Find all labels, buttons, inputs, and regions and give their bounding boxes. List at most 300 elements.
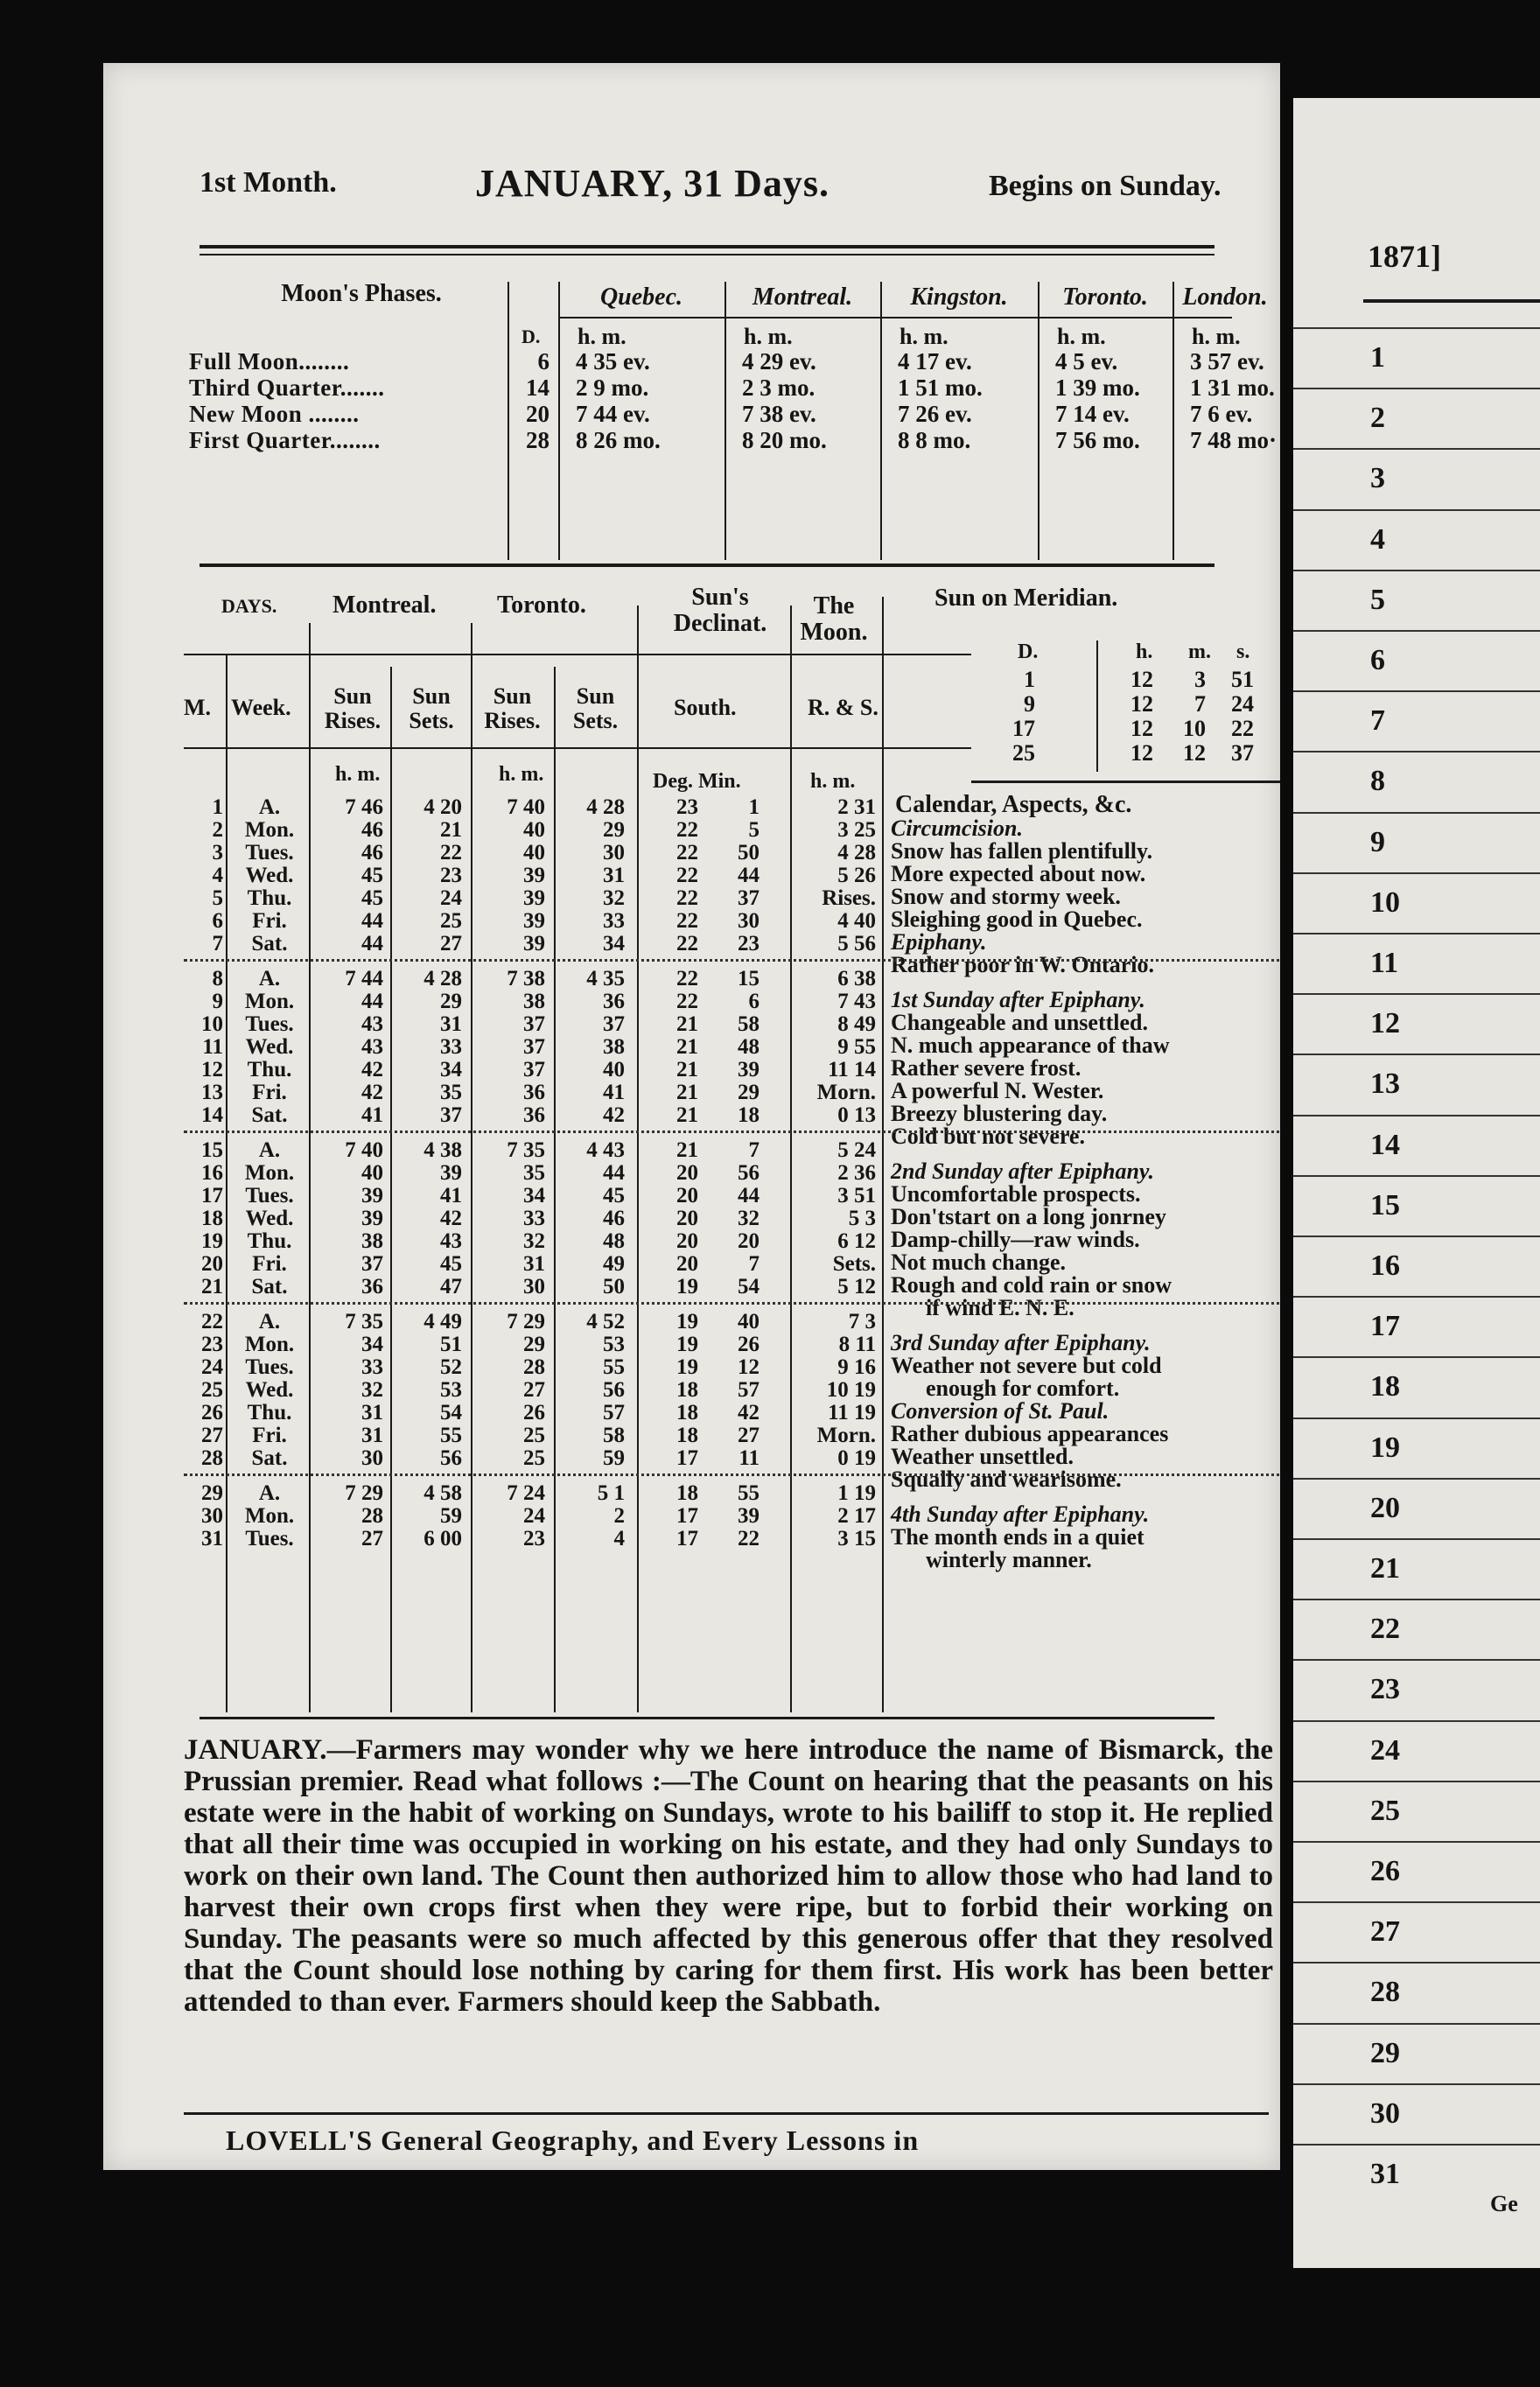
day-cell-ts: 29 [603, 818, 625, 842]
calendar-note: Snow and stormy week. [891, 884, 1121, 909]
facing-row [1293, 1962, 1540, 2025]
moon-rule [558, 317, 1232, 318]
weekday: Wed. [245, 864, 294, 887]
phase-time: 4 5 ev. [1055, 348, 1118, 374]
day-cell-tr: 24 [523, 1504, 545, 1528]
facing-row-number: 5 [1370, 583, 1385, 616]
facing-row [1293, 327, 1540, 390]
day-cell-deg: 22 [676, 886, 698, 910]
day-cell-moon: Morn. [816, 1424, 876, 1447]
meridian-cell: 3 [1194, 667, 1206, 692]
day-cell-tr: 7 38 [507, 967, 545, 990]
facing-row [1293, 1175, 1540, 1238]
day-cell-ts: 56 [603, 1378, 625, 1402]
day-cell-min: 44 [738, 864, 760, 887]
meridian-cell: 51 [1231, 667, 1254, 692]
hm-label: h. m. [1057, 324, 1106, 349]
day-cell-ms: 24 [440, 886, 462, 910]
day-cell-ts: 4 52 [586, 1310, 625, 1334]
day-number: 14 [201, 1103, 223, 1127]
day-cell-mr: 32 [361, 1378, 383, 1402]
day-cell-ms: 47 [440, 1275, 462, 1298]
day-cell-deg: 22 [676, 967, 698, 990]
day-cell-min: 7 [748, 1138, 760, 1162]
day-cell-mr: 39 [361, 1207, 383, 1230]
day-cell-deg: 20 [676, 1252, 698, 1276]
story-text: —Farmers may wonder why we here introduce the name of Bismarck, the Prussian premier. Read what follows :—The Count on hearing that the peasants on his estate were in the habit of working on Sundays, wrote to his bailiff to stop it. He replied that all their time was occupied in working on his estate, and they had only Sundays to work on their own land. The Count then authorized him to allow those who had land to harvest their own crops first when they were ripe, but to forbid their working on Sunday. The peasants were so much affected by this generous offer that they resolved that the Count should lose nothing by caring for them first. His work has been better attended to than ever. Farmers should keep the Sabbath. [184, 1734, 1273, 2018]
day-number: 3 [212, 841, 223, 864]
day-cell-moon: 3 51 [837, 1184, 876, 1208]
day-cell-tr: 29 [523, 1333, 545, 1356]
phase-time: 2 3 mo. [742, 374, 816, 401]
day-cell-ms: 37 [440, 1103, 462, 1127]
header-rule [200, 245, 1214, 248]
day-cell-mr: 37 [361, 1252, 383, 1276]
day-cell-ms: 51 [440, 1333, 462, 1356]
meridian-cell: 12 [1183, 740, 1206, 766]
day-cell-ms: 31 [440, 1012, 462, 1036]
calendar-note: winterly manner. [926, 1547, 1092, 1572]
weekday: Wed. [245, 1207, 294, 1230]
facing-row-number: 31 [1370, 2158, 1400, 2190]
weekday: Sat. [251, 1446, 288, 1470]
facing-row-number: 23 [1370, 1673, 1400, 1706]
day-cell-tr: 40 [523, 841, 545, 864]
day-cell-ts: 2 [613, 1504, 625, 1528]
day-cell-tr: 7 24 [507, 1481, 545, 1505]
day-cell-moon: 5 26 [837, 864, 876, 887]
day-cell-ms: 41 [440, 1184, 462, 1208]
phase-time: 4 17 ev. [898, 348, 972, 374]
day-cell-mr: 42 [361, 1081, 383, 1104]
facing-row [1293, 509, 1540, 572]
calendar-note: if wind E. N. E. [926, 1295, 1074, 1320]
day-cell-min: 39 [738, 1058, 760, 1082]
calendar-note: Squally and wearisome. [891, 1466, 1122, 1492]
day-number: 27 [201, 1424, 223, 1447]
day-cell-moon: 5 12 [837, 1275, 876, 1298]
facing-row-number: 21 [1370, 1552, 1400, 1585]
day-cell-min: 39 [738, 1504, 760, 1528]
day-cell-deg: 21 [676, 1012, 698, 1036]
facing-row [1293, 1841, 1540, 1904]
calendar-note: Rather dubious appearances [891, 1421, 1169, 1446]
day-cell-moon: 7 43 [837, 990, 876, 1013]
day-cell-min: 26 [738, 1333, 760, 1356]
story-paragraph [184, 1734, 1273, 2018]
day-cell-ts: 32 [603, 886, 625, 910]
city-header: Toronto. [1062, 284, 1148, 311]
day-cell-moon: 9 16 [837, 1355, 876, 1379]
calendar-note: The month ends in a quiet [891, 1524, 1144, 1550]
facing-row-number: 12 [1370, 1007, 1400, 1040]
day-cell-min: 6 [748, 990, 760, 1013]
day-cell-mr: 44 [361, 990, 383, 1013]
calendar-note: 1st Sunday after Epiphany. [891, 987, 1145, 1012]
meridian-cell: 24 [1231, 691, 1254, 717]
facing-row-number: 13 [1370, 1068, 1400, 1101]
day-cell-deg: 19 [676, 1275, 698, 1298]
day-cell-mr: 7 46 [345, 795, 383, 819]
day-cell-ms: 23 [440, 864, 462, 887]
week-separator [184, 1474, 1280, 1476]
day-cell-ts: 58 [603, 1424, 625, 1447]
day-cell-min: 44 [738, 1184, 760, 1208]
facing-year: 1871] [1368, 239, 1441, 274]
day-cell-deg: 21 [676, 1103, 698, 1127]
calendar-header: Calendar, Aspects, &c. [895, 791, 1132, 818]
day-cell-moon: 9 55 [837, 1035, 876, 1059]
day-cell-moon: 2 36 [837, 1161, 876, 1185]
facing-row [1293, 1538, 1540, 1601]
day-cell-mr: 7 44 [345, 967, 383, 990]
phase-time: 8 20 mo. [742, 427, 827, 453]
day-cell-deg: 20 [676, 1161, 698, 1185]
day-cell-moon: 2 31 [837, 795, 876, 819]
day-cell-tr: 7 40 [507, 795, 545, 819]
day-cell-ms: 54 [440, 1401, 462, 1424]
montreal-header: Montreal. [332, 592, 437, 619]
day-cell-ts: 37 [603, 1012, 625, 1036]
day-cell-min: 56 [738, 1161, 760, 1185]
day-cell-ms: 33 [440, 1035, 462, 1059]
sun-sets-header-toronto: Sun Sets. [572, 683, 619, 733]
calendar-note: Epiphany. [891, 929, 987, 955]
day-cell-moon: 2 17 [837, 1504, 876, 1528]
weekday: Fri. [252, 909, 287, 933]
facing-row [1293, 1720, 1540, 1783]
day-number: 7 [212, 932, 223, 956]
day-cell-ms: 53 [440, 1378, 462, 1402]
day-cell-mr: 7 35 [345, 1310, 383, 1334]
day-cell-tr: 28 [523, 1355, 545, 1379]
day-cell-mr: 44 [361, 932, 383, 956]
day-cell-moon: 8 49 [837, 1012, 876, 1036]
moon-divider [508, 282, 509, 560]
facing-row-number: 29 [1370, 2036, 1400, 2069]
day-number: 6 [212, 909, 223, 933]
calendar-note: Conversion of St. Paul. [891, 1398, 1110, 1424]
meridian-cell: 7 [1194, 691, 1206, 717]
day-cell-tr: 23 [523, 1527, 545, 1550]
day-cell-deg: 19 [676, 1355, 698, 1379]
facing-row-number: 2 [1370, 402, 1385, 435]
hm-label: h. m. [1192, 324, 1241, 349]
day-number: 20 [201, 1252, 223, 1276]
facing-row-number: 11 [1370, 947, 1399, 979]
day-cell-tr: 39 [523, 932, 545, 956]
moon-divider [724, 282, 726, 560]
day-cell-tr: 38 [523, 990, 545, 1013]
day-cell-tr: 27 [523, 1378, 545, 1402]
day-cell-ms: 29 [440, 990, 462, 1013]
day-cell-deg: 21 [676, 1081, 698, 1104]
day-cell-tr: 36 [523, 1081, 545, 1104]
weekday: Mon. [244, 1504, 295, 1528]
day-cell-ts: 4 [613, 1527, 625, 1550]
days-header: DAYS. [221, 595, 277, 617]
day-number: 5 [212, 886, 223, 910]
day-cell-tr: 34 [523, 1184, 545, 1208]
moon-divider [880, 282, 882, 560]
day-cell-ts: 48 [603, 1229, 625, 1253]
calendar-note: Don'tstart on a long jonrney [891, 1204, 1166, 1229]
facing-row-number: 30 [1370, 2096, 1400, 2130]
meridian-bottom [971, 780, 1280, 783]
facing-bottom-text: Ge [1490, 2191, 1518, 2216]
facing-row [1293, 751, 1540, 814]
calendar-note: 4th Sunday after Epiphany. [891, 1502, 1150, 1527]
day-cell-min: 58 [738, 1012, 760, 1036]
calendar-note: Rough and cold rain or snow [891, 1272, 1172, 1298]
header-bottom [184, 747, 971, 749]
weekday: Thu. [247, 1229, 292, 1253]
weekday: A. [258, 967, 281, 990]
day-cell-ts: 49 [603, 1252, 625, 1276]
day-cell-min: 32 [738, 1207, 760, 1230]
meridian-col-label: m. [1188, 640, 1211, 663]
day-cell-tr: 40 [523, 818, 545, 842]
day-cell-moon: 5 3 [848, 1207, 876, 1230]
day-cell-min: 5 [748, 818, 760, 842]
day-cell-ms: 43 [440, 1229, 462, 1253]
facing-row [1293, 812, 1540, 875]
day-cell-mr: 31 [361, 1401, 383, 1424]
calendar-note: N. much appearance of thaw [891, 1032, 1170, 1058]
col-rule [390, 667, 392, 1712]
moon-divider [1172, 282, 1174, 560]
day-cell-ts: 4 28 [586, 795, 625, 819]
story-lead: JANUARY. [184, 1734, 327, 1766]
day-cell-deg: 20 [676, 1184, 698, 1208]
phase-time: 8 8 mo. [898, 427, 971, 453]
day-number: 18 [201, 1207, 223, 1230]
city-header: Quebec. [599, 284, 683, 311]
meridian-cell: 17 [1012, 716, 1035, 741]
facing-row [1293, 933, 1540, 996]
south-header: South. [674, 695, 737, 720]
facing-row [1293, 388, 1540, 451]
day-cell-tr: 37 [523, 1035, 545, 1059]
day-number: 10 [201, 1012, 223, 1036]
hm-label: h. m. [335, 763, 381, 786]
day-cell-tr: 25 [523, 1446, 545, 1470]
day-cell-ms: 4 20 [424, 795, 462, 819]
facing-row [1293, 570, 1540, 633]
day-cell-moon: 10 19 [826, 1378, 876, 1402]
day-cell-mr: 44 [361, 909, 383, 933]
day-cell-min: 37 [738, 886, 760, 910]
calendar-note: Breezy blustering day. [891, 1101, 1108, 1126]
meridian-col-label: h. [1136, 640, 1153, 663]
hm-label: h. m. [900, 324, 948, 349]
day-cell-ts: 30 [603, 841, 625, 864]
day-cell-deg: 18 [676, 1378, 698, 1402]
facing-row [1293, 1659, 1540, 1722]
facing-row-number: 9 [1370, 825, 1385, 858]
phase-name: New Moon ........ [189, 401, 360, 427]
col-rule [309, 623, 311, 1712]
day-cell-deg: 19 [676, 1310, 698, 1334]
day-cell-deg: 17 [676, 1504, 698, 1528]
meridian-cell: 37 [1231, 740, 1254, 766]
day-cell-min: 50 [738, 841, 760, 864]
week-separator [184, 1302, 1280, 1305]
day-cell-deg: 21 [676, 1138, 698, 1162]
weekday: Tues. [245, 841, 294, 864]
calendar-note: Sleighing good in Quebec. [891, 906, 1143, 932]
facing-row [1293, 690, 1540, 753]
calendar-note: A powerful N. Wester. [891, 1078, 1104, 1103]
day-cell-tr: 32 [523, 1229, 545, 1253]
facing-row [1293, 1599, 1540, 1662]
day-cell-min: 54 [738, 1275, 760, 1298]
day-cell-ms: 52 [440, 1355, 462, 1379]
day-cell-deg: 18 [676, 1481, 698, 1505]
day-cell-deg: 22 [676, 909, 698, 933]
weekday: Tues. [245, 1012, 294, 1036]
day-cell-moon: 1 19 [837, 1481, 876, 1505]
day-number: 23 [201, 1333, 223, 1356]
weekday: Wed. [245, 1035, 294, 1059]
meridian-cell: 10 [1183, 716, 1206, 741]
day-cell-mr: 45 [361, 864, 383, 887]
day-cell-ts: 45 [603, 1184, 625, 1208]
day-cell-min: 20 [738, 1229, 760, 1253]
facing-row-number: 27 [1370, 1915, 1400, 1949]
day-cell-moon: 0 13 [837, 1103, 876, 1127]
day-number: 1 [212, 795, 223, 819]
calendar-note: Cold but not severe. [891, 1124, 1085, 1149]
toronto-header: Toronto. [497, 592, 586, 619]
meridian-cell: 12 [1130, 716, 1153, 741]
facing-row [1293, 2083, 1540, 2146]
day-cell-ts: 44 [603, 1161, 625, 1185]
day-cell-ms: 59 [440, 1504, 462, 1528]
phase-time: 7 48 mo· [1190, 427, 1277, 453]
day-cell-min: 22 [738, 1527, 760, 1550]
facing-row [1293, 1296, 1540, 1359]
day-cell-mr: 28 [361, 1504, 383, 1528]
calendar-note: 3rd Sunday after Epiphany. [891, 1330, 1151, 1355]
day-cell-ts: 5 1 [597, 1481, 625, 1505]
day-cell-mr: 7 29 [345, 1481, 383, 1505]
page-title: JANUARY, 31 Days. [475, 162, 830, 205]
day-cell-mr: 39 [361, 1184, 383, 1208]
phase-time: 7 44 ev. [576, 401, 650, 427]
day-number: 19 [201, 1229, 223, 1253]
day-cell-tr: 33 [523, 1207, 545, 1230]
weekday: A. [258, 1481, 281, 1505]
day-cell-ms: 55 [440, 1424, 462, 1447]
hm-label: h. m. [744, 324, 793, 349]
day-number: 21 [201, 1275, 223, 1298]
day-number: 30 [201, 1504, 223, 1528]
day-cell-deg: 23 [676, 795, 698, 819]
day-cell-moon: 5 56 [837, 932, 876, 956]
day-cell-tr: 39 [523, 886, 545, 910]
facing-row [1293, 1115, 1540, 1178]
facing-row [1293, 1356, 1540, 1419]
calendar-note: Weather not severe but cold [891, 1353, 1162, 1378]
moon-header: The Moon. [800, 592, 868, 646]
facing-row-number: 28 [1370, 1976, 1400, 2009]
calendar-note: More expected about now. [891, 861, 1146, 886]
day-cell-mr: 34 [361, 1333, 383, 1356]
facing-row-number: 4 [1370, 522, 1385, 556]
day-cell-mr: 42 [361, 1058, 383, 1082]
day-cell-moon: Morn. [816, 1081, 876, 1104]
weekday: A. [258, 795, 281, 819]
day-cell-ms: 4 28 [424, 967, 462, 990]
day-cell-moon: 6 38 [837, 967, 876, 990]
phase-time: 1 31 mo. [1190, 374, 1275, 401]
facing-row [1293, 1054, 1540, 1116]
facing-row-number: 6 [1370, 644, 1385, 676]
day-cell-deg: 17 [676, 1446, 698, 1470]
facing-row-number: 20 [1370, 1491, 1400, 1524]
facing-row [1293, 1418, 1540, 1480]
day-cell-ts: 33 [603, 909, 625, 933]
weekday: Sat. [251, 1103, 288, 1127]
day-cell-tr: 39 [523, 909, 545, 933]
calendar-note: enough for comfort. [926, 1376, 1120, 1401]
moon-bottom-rule [200, 564, 1214, 567]
calendar-note: Rather poor in W. Ontario. [891, 952, 1154, 977]
day-cell-ms: 45 [440, 1252, 462, 1276]
day-cell-min: 18 [738, 1103, 760, 1127]
facing-row-number: 10 [1370, 886, 1400, 919]
declination-header: Sun's Declinat. [673, 584, 767, 637]
calendar-note: Damp-chilly—raw winds. [891, 1227, 1140, 1252]
meridian-cell: 9 [1024, 691, 1035, 717]
facing-row-number: 1 [1370, 341, 1385, 374]
day-cell-ts: 36 [603, 990, 625, 1013]
facing-row-number: 15 [1370, 1188, 1400, 1222]
day-cell-moon: Sets. [832, 1252, 876, 1276]
col-rule [882, 597, 884, 1712]
day-cell-deg: 22 [676, 864, 698, 887]
day-cell-ts: 46 [603, 1207, 625, 1230]
day-cell-mr: 41 [361, 1103, 383, 1127]
sun-rises-header-toronto: Sun Rises. [484, 683, 541, 733]
day-number: 22 [201, 1310, 223, 1334]
weekday: Tues. [245, 1184, 294, 1208]
day-cell-deg: 20 [676, 1229, 698, 1253]
meridian-cell: 25 [1012, 740, 1035, 766]
day-cell-mr: 46 [361, 841, 383, 864]
phase-day: 20 [526, 401, 550, 427]
day-cell-moon: 8 11 [838, 1333, 876, 1356]
meridian-rule [1096, 640, 1098, 772]
day-cell-tr: 26 [523, 1401, 545, 1424]
day-cell-ts: 4 35 [586, 967, 625, 990]
day-cell-min: 57 [738, 1378, 760, 1402]
week-separator [184, 959, 1280, 962]
day-cell-min: 11 [738, 1446, 760, 1470]
day-cell-ms: 35 [440, 1081, 462, 1104]
day-cell-ts: 55 [603, 1355, 625, 1379]
day-cell-tr: 7 29 [507, 1310, 545, 1334]
day-col-label: D. [522, 326, 541, 347]
begins-label: Begins on Sunday. [989, 170, 1222, 202]
table-bottom-rule [200, 1717, 1214, 1719]
facing-row-number: 16 [1370, 1250, 1400, 1282]
day-number: 12 [201, 1058, 223, 1082]
day-cell-ts: 34 [603, 932, 625, 956]
phase-time: 7 26 ev. [898, 401, 972, 427]
day-cell-ms: 42 [440, 1207, 462, 1230]
